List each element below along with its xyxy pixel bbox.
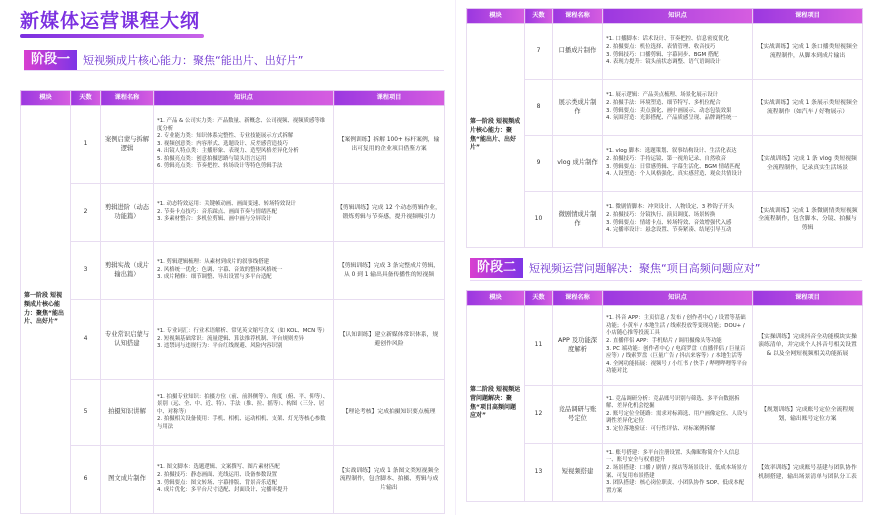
- project-cell: 【实战训练】完成 1 条口播类短视频全流程制作，从脚本到成片输出: [753, 24, 863, 80]
- knowledge-points-cell: [154, 184, 334, 242]
- project-cell: 【案例训练】拆解 100+ 标杆案例，输出可复用的企业项目借鉴方案: [334, 106, 445, 184]
- column-divider: [455, 0, 456, 515]
- knowledge-point-line: 2. 节奏卡点技巧：音乐踩点、画面节奏与情绪匹配: [157, 208, 278, 215]
- knowledge-point-line: 3. 剪辑要点：日常感剪辑、字幕生活化、BGM 情绪匹配: [606, 163, 741, 170]
- knowledge-points-cell: [154, 446, 334, 514]
- table-row: [21, 446, 445, 514]
- header-days: 天数: [71, 91, 101, 106]
- table-header-row: [467, 9, 863, 24]
- header-project: 课程项目: [334, 91, 445, 106]
- project-cell: 【实战训练】完成 1 条展示类短视频全流程制作（如汽车 / 好物展示）: [753, 80, 863, 136]
- knowledge-point-line: 2. 拍摄手法：环境塑造、细节特写、多机位配合: [606, 99, 721, 106]
- course-name-cell: 专业常识启蒙与认知搭建: [101, 300, 154, 380]
- knowledge-point-line: 4. 完播率设计：悬念设置、节奏紧凑、结尾引导互动: [606, 227, 732, 234]
- knowledge-points-cell: [154, 380, 334, 446]
- project-cell: 【实战训练】完成 1 条微剧情类短视频全流程制作，包含脚本、分镜、拍摄与剪辑: [753, 192, 863, 248]
- table-row: [467, 136, 863, 192]
- knowledge-point-line: *1. 剪辑逻辑梳理：从素材到成片的叙事线搭建: [157, 259, 269, 266]
- day-cell: 7: [525, 24, 553, 80]
- project-cell: 【规划训练】完成账号定位全流程规划，输出账号定位方案: [753, 386, 863, 444]
- course-name-cell: vlog 成片制作: [553, 136, 603, 192]
- knowledge-point-line: 5. 拍摄亮点类：创意拍摄思路与镜头语言运用: [157, 155, 267, 162]
- knowledge-point-line: *1. 展示逻辑：产品卖点梳理、场景化展示设计: [606, 92, 718, 99]
- stage2-rule: [470, 280, 862, 281]
- course-name-cell: 口播成片制作: [553, 24, 603, 80]
- knowledge-point-line: 3. 多素材整合：多机位剪辑、画中画与分屏设计: [157, 216, 272, 223]
- knowledge-points-cell: [603, 24, 753, 80]
- day-cell: 6: [71, 446, 101, 514]
- stage1-tag: 阶段一: [24, 50, 77, 70]
- knowledge-point-line: 2. 专业能力类：知识体系完整性、专业技能展示方式拆解: [157, 133, 294, 140]
- course-name-cell: 案例启蒙与拆解逻辑: [101, 106, 154, 184]
- knowledge-point-line: 2. 拍摄技巧：手持运镜、第一视角记录、自然收音: [606, 155, 727, 162]
- stage1-title: 短视频成片核心能力：聚焦“能出片、出好片”: [83, 54, 304, 67]
- stage1-continued-table: [466, 8, 863, 248]
- day-cell: 11: [525, 306, 553, 386]
- table-row: [467, 444, 863, 502]
- knowledge-point-line: *1. 产品 & 公司实力类：产品数量、新概念、公司视频、视频质感等维度分析: [157, 118, 326, 132]
- knowledge-point-line: *1. 专业词汇：行业术语解析、常见英文缩写含义（如 KOL、MCN 等）: [157, 328, 328, 335]
- stage1-banner: [24, 50, 303, 70]
- knowledge-point-line: 3. 剪辑要点：卖点强化、画中画展示、动态包装效果: [606, 107, 732, 114]
- knowledge-point-line: 2. 拍摄技巧：分镜执行、演员调度、场景转换: [606, 211, 716, 218]
- table-header-row: [21, 91, 445, 106]
- knowledge-points-cell: [154, 242, 334, 300]
- knowledge-point-line: 2. 账号定位全链路：需求对标筛选、用户画像定位、人设与调性差异化定位: [606, 410, 748, 425]
- knowledge-point-line: *1. 账号搭建：多平台注册设置、头像昵称简介个人信息一、账号安全与权重提升: [606, 449, 740, 464]
- course-name-cell: 剪辑进阶（动态功能篇）: [101, 184, 154, 242]
- knowledge-point-line: 2. 拍摄相关设备使用：手机、相机、运动相机、支架、灯光等核心参数与用法: [157, 416, 326, 430]
- day-cell: 10: [525, 192, 553, 248]
- knowledge-point-line: *1. 动态特效运用：关键帧动画、画面变速、转场特效设计: [157, 201, 296, 208]
- course-name-cell: 微剧情成片制作: [553, 192, 603, 248]
- knowledge-point-line: 2. 风格统一优化：色调、字幕、音效的整体风格统一: [157, 266, 283, 273]
- day-cell: 3: [71, 242, 101, 300]
- knowledge-point-line: *1. vlog 脚本：选题策划、叙事结构设计、生活化表达: [606, 148, 737, 155]
- project-cell: 【实战训练】完成 1 条 vlog 类短视频全流程制作，记录真实生活场景: [753, 136, 863, 192]
- day-cell: 13: [525, 444, 553, 502]
- title-underline: [20, 34, 204, 38]
- knowledge-point-line: 4. 表现力提升：镜头前状态调整、语气语调设计: [606, 59, 721, 66]
- knowledge-point-line: 4. 氛围营造：光影搭配、产品质感呈现、品牌调性统一: [606, 115, 737, 122]
- header-points: 知识点: [603, 9, 753, 24]
- knowledge-point-line: 2. 短视频基础常识：流量逻辑、算法推荐机制、平台规则差异: [157, 335, 305, 342]
- header-module: 模块: [467, 9, 525, 24]
- knowledge-point-line: 2. 场景搭建：口播 / 剧情 / 探店等场景设计、低成本场景方案、可复用布景搭建: [606, 464, 748, 479]
- knowledge-points-cell: [603, 306, 753, 386]
- course-name-cell: 图文成片制作: [101, 446, 154, 514]
- table-row: [21, 184, 445, 242]
- knowledge-point-line: 6. 剪辑亮点类：节奏把控、转场设计等特色剪辑手法: [157, 163, 283, 170]
- knowledge-point-line: 3. 团队搭建：核心岗位职责、小团队协作 SOP、低成本配置方案: [606, 480, 745, 494]
- knowledge-point-line: 4. 人设塑造：个人风格强化、真实感营造、观众共情设计: [606, 171, 743, 178]
- knowledge-point-line: *1. 拍摄专业知识：拍摄方位（前、前斜侧等）、角度（俯、平、仰等）、景别（远、全、中、近、特）、手法（推、拉、摇等）、构图（三分、居中、对称等）: [157, 393, 329, 415]
- knowledge-point-line: 4. 成片优化：多平台尺寸适配、封面设计、完播率提升: [157, 487, 288, 494]
- knowledge-point-line: *1. 抖音 APP：主页信息 / 发布 / 创作者中心 / 设置等基础功能；小黄车 / 本地生活 / 线索投放等变现功能；DOU+ / 小店随心推等投流工具: [606, 315, 746, 337]
- header-module: 模块: [21, 91, 71, 106]
- header-points: 知识点: [154, 91, 334, 106]
- knowledge-points-cell: [603, 444, 753, 502]
- knowledge-point-line: 3. 剪辑要点：情绪卡点、转场特效、音效增强代入感: [606, 219, 732, 226]
- table-row: [21, 242, 445, 300]
- table-row: [21, 300, 445, 380]
- project-cell: 【效率训练】完成账号基建与团队协作机制搭建，输出场景清单与团队分工表: [753, 444, 863, 502]
- knowledge-point-line: 3. 违禁词与违规行为：平台红线规避、风险内容识别: [157, 343, 283, 350]
- knowledge-point-line: *1. 口播脚本：话术设计、节奏把控、信息密度优化: [606, 36, 729, 43]
- project-cell: 【实战训练】完成 1 条图文类短视频全流程制作，包含脚本、拍摄、剪辑与成片输出: [334, 446, 445, 514]
- table-row: [467, 24, 863, 80]
- stage1-table: [20, 90, 445, 514]
- stage2-tag: 阶段二: [470, 258, 523, 278]
- header-days: 天数: [525, 9, 553, 24]
- day-cell: 4: [71, 300, 101, 380]
- stage2-table: [466, 290, 863, 502]
- knowledge-points-cell: [154, 106, 334, 184]
- knowledge-point-line: 3. 定位落地验证：可行性评估、对标案例拆解: [606, 425, 716, 432]
- knowledge-points-cell: [603, 136, 753, 192]
- day-cell: 8: [525, 80, 553, 136]
- header-days: 天数: [525, 291, 553, 306]
- knowledge-points-cell: [603, 80, 753, 136]
- knowledge-point-line: 3. PC 端功能：创作者中心 / 电商罗盘（直播伴侣 / 巨量百应等）/ 线索罗盘（巨量广告 / 抖店来客等）/ 本地生活等: [606, 345, 746, 360]
- project-cell: 【实操训练】完成抖音全功能模块实操演练清单，并完成个人抖音号相关设置 & 以及全网短视频相关功能拓展: [753, 306, 863, 386]
- course-name-cell: 剪辑实战（成片输出篇）: [101, 242, 154, 300]
- header-course: 课程名称: [101, 91, 154, 106]
- module-cell: 第二阶段 短视频运营问题解决：聚焦“项目高频问题应对”: [467, 306, 525, 502]
- header-module: 模块: [467, 291, 525, 306]
- table-row: [467, 306, 863, 386]
- project-cell: 【剪辑训练】完成 12 个动态剪辑作业，锻炼剪辑与节奏感，提升视频吸引力: [334, 184, 445, 242]
- page-title: 新媒体运营课程大纲: [20, 10, 201, 32]
- project-cell: 【认知训练】建立新媒体常识体系，规避创作风险: [334, 300, 445, 380]
- table-row: [21, 380, 445, 446]
- header-course: 课程名称: [553, 291, 603, 306]
- knowledge-point-line: *1. 图文脚本：选题逻辑、文案撰写、图片素材匹配: [157, 464, 280, 471]
- knowledge-point-line: 4. 全网功能拓展：视频号 / 小红书 / 快手 / 哔哩哔哩等平台功能对比: [606, 360, 748, 375]
- table-row: [21, 106, 445, 184]
- table-row: [467, 386, 863, 444]
- knowledge-points-cell: [154, 300, 334, 380]
- knowledge-point-line: *1. 竞品调研分析：竞品账号识别与筛选、多平台数据拆解、差异化机会挖掘: [606, 395, 740, 410]
- table-row: [467, 80, 863, 136]
- course-name-cell: APP 及功能深度解析: [553, 306, 603, 386]
- course-name-cell: 竞品调研与账号定位: [553, 386, 603, 444]
- knowledge-point-line: 4. 出镜人特点类：主播形象、表现力、造型风格差异化分析: [157, 148, 299, 155]
- day-cell: 1: [71, 106, 101, 184]
- table-header-row: [467, 291, 863, 306]
- course-name-cell: 拍摄知识讲解: [101, 380, 154, 446]
- header-project: 课程项目: [753, 9, 863, 24]
- knowledge-point-line: 3. 视频创意类：内容形式、选题设计、反差感营造技巧: [157, 140, 288, 147]
- knowledge-points-cell: [603, 386, 753, 444]
- project-cell: 【理论考核】完成拍摄知识要点梳理: [334, 380, 445, 446]
- knowledge-points-cell: [603, 192, 753, 248]
- day-cell: 9: [525, 136, 553, 192]
- header-course: 课程名称: [553, 9, 603, 24]
- day-cell: 2: [71, 184, 101, 242]
- day-cell: 12: [525, 386, 553, 444]
- project-cell: 【剪辑训练】完成 3 条完整成片剪辑，从 0 到 1 输出具备传播性的短视频: [334, 242, 445, 300]
- stage2-title: 短视频运营问题解决：聚焦“项目高频问题应对”: [529, 262, 761, 275]
- header-project: 课程项目: [753, 291, 863, 306]
- knowledge-point-line: 3. 剪辑技巧：口播剪辑、字幕同步、BGM 搭配: [606, 51, 719, 58]
- stage2-banner: [470, 258, 760, 278]
- knowledge-point-line: 3. 成片精修：细节调整、导出设置与多平台适配: [157, 274, 272, 281]
- module-cell: 第一阶段 短视频成片核心能力：聚焦“能出片、出好片”: [467, 24, 525, 248]
- stage1-rule: [24, 70, 444, 71]
- module-cell: 第一阶段 短视频成片核心能力：聚焦“能出片、出好片”: [21, 106, 71, 514]
- course-name-cell: 短视频搭建: [553, 444, 603, 502]
- knowledge-point-line: 3. 剪辑要点：图文转场、字幕排版、背景音乐适配: [157, 479, 278, 486]
- header-points: 知识点: [603, 291, 753, 306]
- knowledge-point-line: 2. 拍摄技巧：静态画面、光线运用、设备参数设置: [157, 471, 278, 478]
- knowledge-point-line: 2. 直播伴侣 APP：手机贴片 / 调用摄像头等功能: [606, 337, 722, 344]
- table-row: [467, 192, 863, 248]
- day-cell: 5: [71, 380, 101, 446]
- course-name-cell: 展示类成片制作: [553, 80, 603, 136]
- knowledge-point-line: *1. 微剧情脚本：冲突设计、人物设定、3 秒钩子开头: [606, 204, 734, 211]
- knowledge-point-line: 2. 拍摄要点：机位选择、表情管理、收音技巧: [606, 43, 716, 50]
